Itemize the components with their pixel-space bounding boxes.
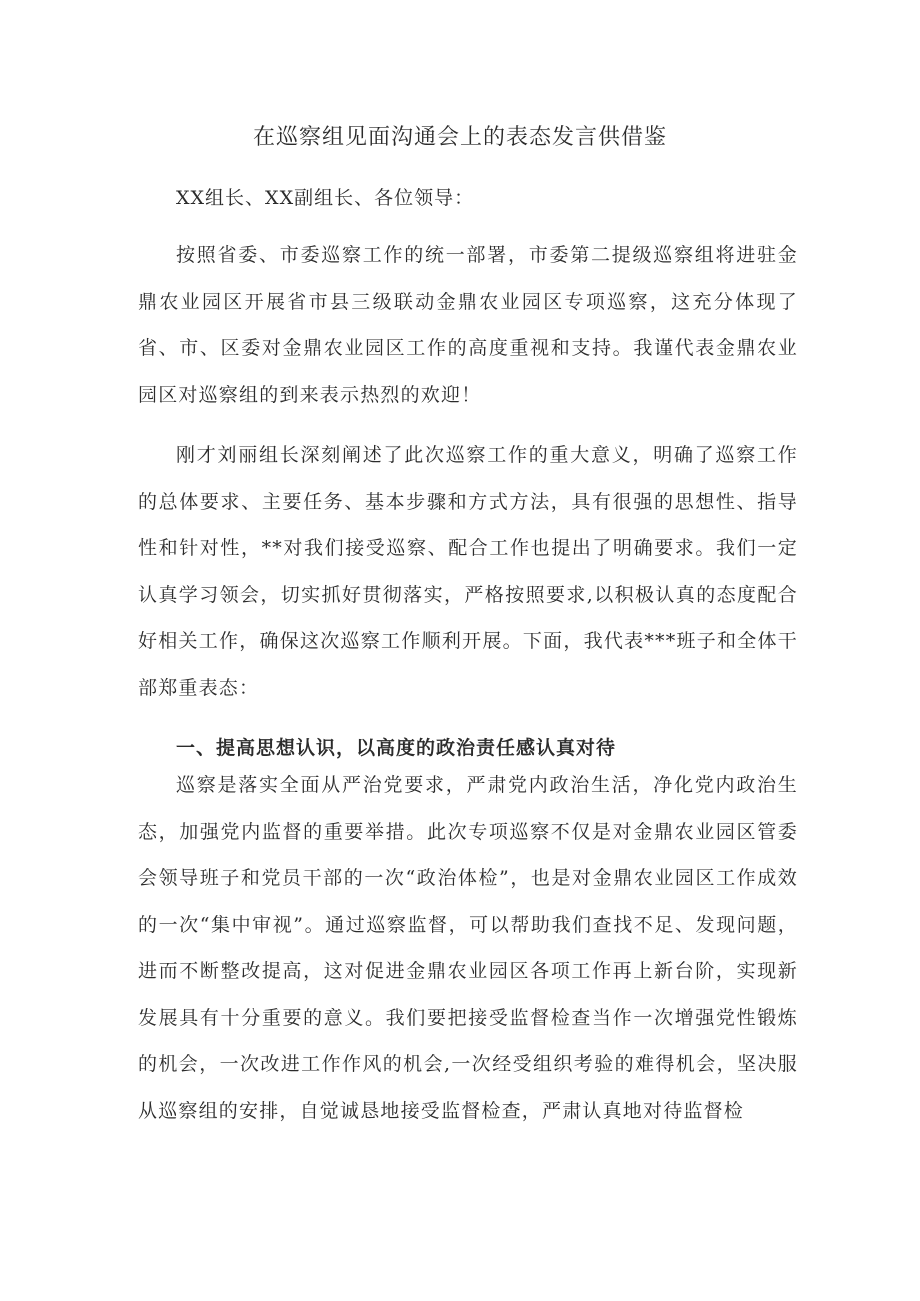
salutation: XX组长、XX副组长、各位领导： [176, 187, 475, 209]
paragraph-statement: 刚才刘丽组长深刻阐述了此次巡察工作的重大意义，明确了巡察工作的总体要求、主要任务、基本步骤和方式方法，具有很强的思想性、指导性和针对性，**对我们接受巡察、配合工作也提出了明确要求。我们一定认真学习领会，切实抓好贯彻落实，严格按照要求,以积极认真的态度配合好相关工作，确保这次巡察工作顺利开展。下面，我代表***班子和全体干部郑重表态： [138, 444, 798, 699]
paragraph-intro: 按照省委、市委巡察工作的统一部署，市委第二提级巡察组将进驻金鼎农业园区开展省市县三级联动金鼎农业园区专项巡察，这充分体现了省、市、区委对金鼎农业园区工作的高度重视和支持。我谨代表金鼎农业园区对巡察组的到来表示热烈的欢迎！ [138, 244, 798, 406]
document-title: 在巡察组见面沟通会上的表态发言供借鉴 [252, 125, 667, 150]
section-heading: 一、提高思想认识，以高度的政治责任感认真对待 [176, 737, 617, 759]
paragraph-section-one: 巡察是落实全面从严治党要求，严肃党内政治生活，净化党内政治生态，加强党内监督的重要举措。此次专项巡察不仅是对金鼎农业园区管委会领导班子和党员干部的一次“政治体检”，也是对金鼎农业园区工作成效的一次“集中审视”。通过巡察监督，可以帮助我们查找不足、发现问题，进而不断整改提高，这对促进金鼎农业园区各项工作再上新台阶，实现新发展具有十分重要的意义。我们要把接受监督检查当作一次增强党性锻炼的机会，一次改进工作作风的机会,一次经受组织考验的难得机会，坚决服从巡察组的安排，自觉诚恳地接受监督检查，严肃认真地对待监督检 [138, 774, 798, 1122]
